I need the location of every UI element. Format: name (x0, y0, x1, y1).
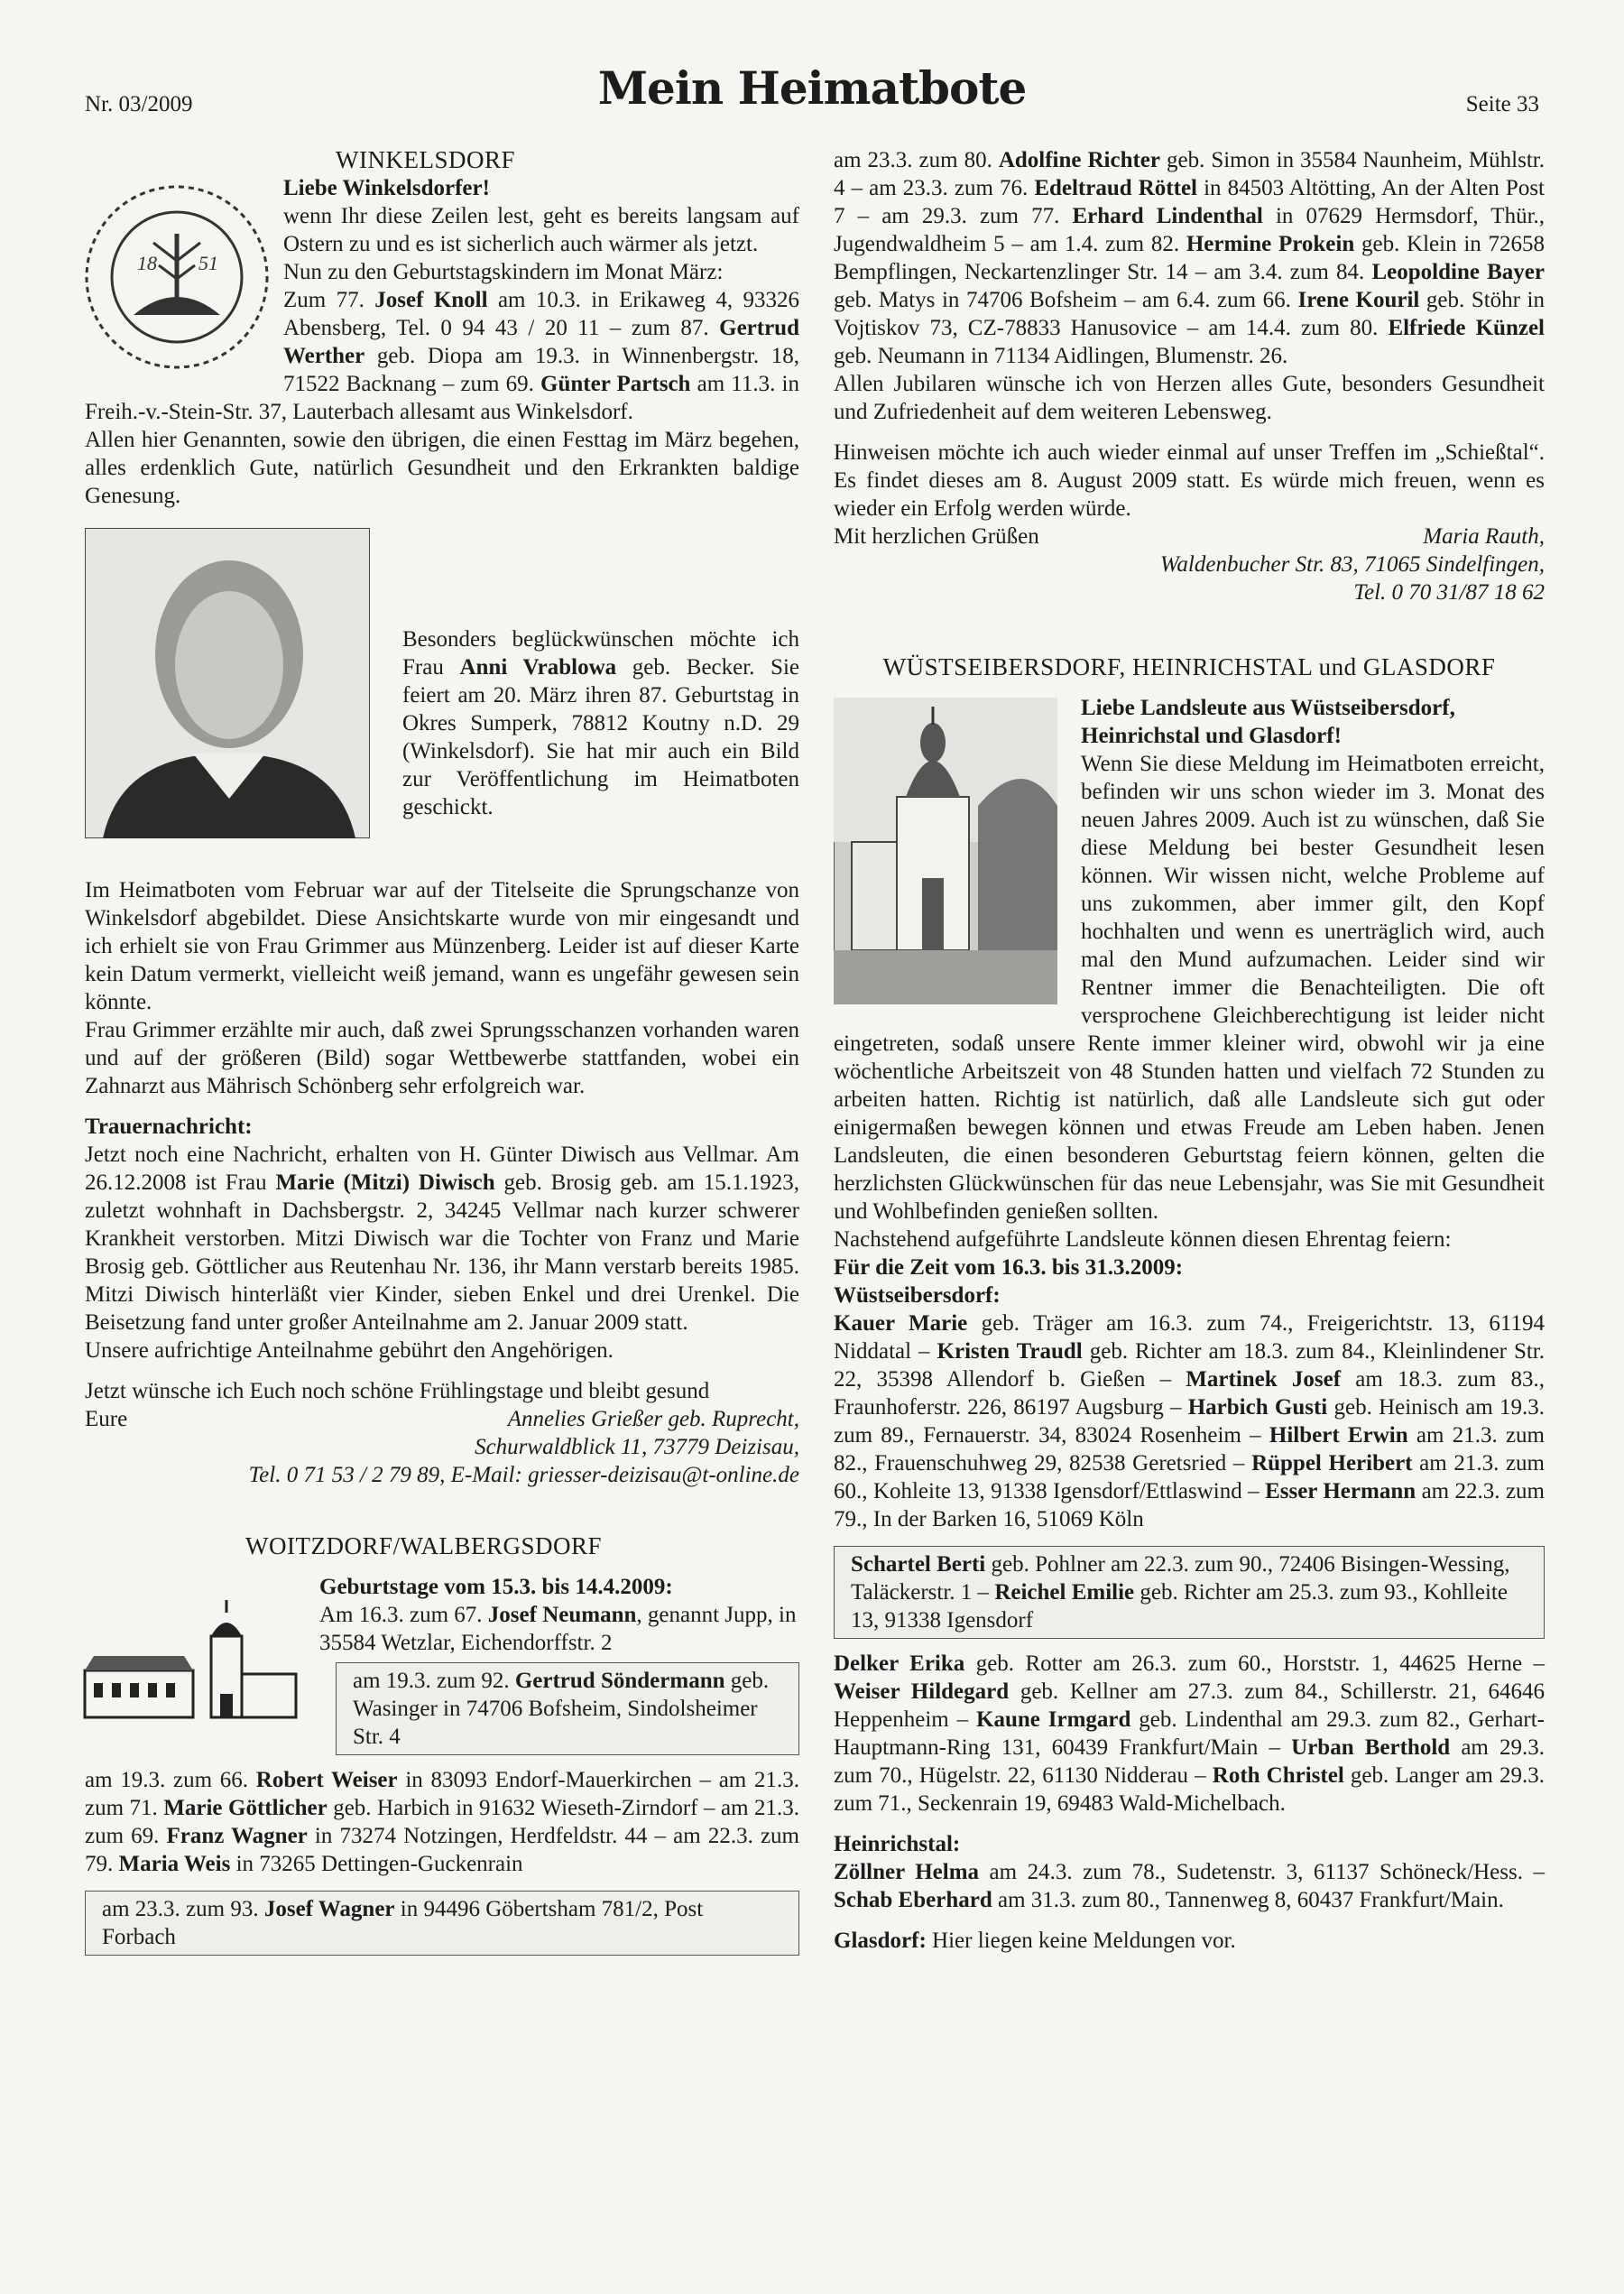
anni-vrablowa-text: Besonders beglückwünschen möchte ich Frau Anni Vrablowa geb. Becker. Sie feiert am 20. März ihren 87. Geburtstag in Okres Sumperk, 78812 Koutny n.D. 29 (Winkelsdorf). Sie hat mir auch ein Bild zur Veröffentlichung im Heimatboten geschickt. (402, 627, 800, 819)
rauth-signature-name: Maria Rauth, (1423, 524, 1545, 549)
woitzdorf-continued-birthdays: am 23.3. zum 80. Adolfine Richter geb. Simon in 35584 Naunheim, Mühlstr. 4 – am 23.3. zum 76. Edeltraud Röttel in 84503 Altötting, An der Alten Post 7 – am 29.3. zum 77. Erhard Lindenthal in 07629 Hermsdorf, Thür., Jugendwaldheim 5 – am 1.4. zum 82. Hermine Prokein geb. Klein in 72658 Bempflingen, Neckartenzlinger Str. 14 – am 3.4. zum 84. Leopoldine Bayer geb. Matys in 74706 Bofsheim – am 6.4. zum 66. Irene Kouril geb. Stöhr in Vojtiskov 73, CZ-78833 Hanusovice – am 14.4. zum 80. Elfriede Künzel geb. Neumann in 71134 Aidlingen, Blumenstr. 26. (834, 148, 1546, 368)
svg-text:51: 51 (198, 252, 218, 274)
section-title-woitzdorf: WOITZDORF/WALBERGSDORF (245, 1532, 603, 1559)
winkelsdorf-intro: wenn Ihr diese Zeilen lest, geht es bereits langsam auf Ostern zu und es ist sicherlich auch wärmer als jetzt. (283, 204, 799, 256)
church-photo (834, 698, 1057, 1004)
issue-number: Nr. 03/2009 (85, 92, 193, 116)
woitzdorf-neumann: Am 16.3. zum 67. Josef Neumann, genannt Jupp, in 35584 Wetzlar, Eichendorffstr. 2 (319, 1603, 797, 1655)
treffen-text: Hinweisen möchte ich auch wieder einmal auf unser Treffen im „Schießtal“. Es findet dieses am 8. August 2009 statt. Es würde mich freuen, wenn es wieder ein Erfolg werden würde. (834, 440, 1545, 521)
right-column (834, 146, 1545, 1955)
left-column (85, 146, 799, 1961)
wuest-box-schartel-reichel: Schartel Berti geb. Pohlner am 22.3. zum 90., 72406 Bisingen-Wessing, Taläckerstr. 1 – Reichel Emilie geb. Richter am 25.3. zum 93., Kohlleite 13, 91338 Igensdorf (834, 1546, 1545, 1639)
wuest-birthdays-c: Delker Erika geb. Rotter am 26.3. zum 60., Horststr. 1, 44625 Herne – Weiser Hildegard geb. Kellner am 27.3. zum 84., Schillerstr. 21, 64646 Heppenheim – Kaune Irmgard geb. Lindenthal am 29.3. zum 82., Gerhart-Hauptmann-Ring 131, 60439 Frankfurt/Main – Urban Berthold am 29.3. zum 70., Hügelstr. 22, 61130 Nidderau – Roth Christel geb. Langer am 29.3. zum 71., Seckenrain 19, 69483 Wald-Michelbach. (834, 1651, 1546, 1816)
trauer-title: Trauernachricht: (85, 1115, 253, 1139)
signature-name: Annelies Grießer geb. Ruprecht, (507, 1407, 799, 1431)
subheading-heinrichstal: Heinrichstal: (834, 1832, 961, 1856)
grimmer-text: Frau Grimmer erzählte mir auch, daß zwei Sprungsschanzen vorhanden waren und auf der größeren (Bild) sogar Wettbewerbe stattfanden, wobei ein Zahnarzt aus Mährisch Schönberg sehr erfolgreich war. (85, 1018, 799, 1098)
masthead-title: Mein Heimatbote (597, 61, 1027, 115)
anteilnahme-text: Unsere aufrichtige Anteilnahme gebührt den Angehörigen. (85, 1338, 614, 1363)
wuest-zeit: Für die Zeit vom 16.3. bis 31.3.2009: (834, 1255, 1184, 1280)
sprungschanze-text: Im Heimatboten vom Februar war auf der Titelseite die Sprungschanze von Winkelsdorf abgebildet. Diese Ansichtskarte wurde von mir eingesandt und ich erhielt sie von Frau Grimmer aus Münzenberg. Leider ist auf dieser Karte kein Datum vermerkt, vielleicht weiß jemand, wann es ungefähr gewesen sein könnte. (85, 878, 799, 1014)
wuest-greeting: Liebe Landsleute aus Wüstseibersdorf, Heinrichstal und Glasdorf! (1081, 696, 1455, 748)
subheading-wuestseibersdorf: Wüstseibersdorf: (834, 1283, 1001, 1308)
woitzdorf-subtitle: Geburtstage vom 15.3. bis 14.4.2009: (319, 1575, 673, 1599)
heinrichstal-birthdays: Zöllner Helma am 24.3. zum 78., Sudetenstr. 3, 61137 Schöneck/Hess. – Schab Eberhard am 31.3. zum 80., Tannenweg 8, 60437 Frankfurt/Main. (834, 1860, 1545, 1912)
winkelsdorf-birthday-intro: Nun zu den Geburtstagskindern im Monat März: (283, 260, 724, 284)
glasdorf-text: Glasdorf: Hier liegen keine Meldungen vor. (834, 1929, 1236, 1953)
eure-label: Eure (85, 1407, 128, 1431)
woitzdorf-church-icon (76, 1600, 301, 1722)
svg-text:18: 18 (137, 252, 157, 274)
page-number: Seite 33 (1465, 92, 1539, 116)
wuest-nachstehend: Nachstehend aufgeführte Landsleute können diesen Ehrentag feiern: (834, 1227, 1452, 1252)
woitzdorf-box-soendermann: am 19.3. zum 92. Gertrud Söndermann geb. Wasinger in 74706 Bofsheim, Sindolsheimer Str. 4 (336, 1662, 799, 1755)
section-title-wuestseibersdorf: WÜSTSEIBERSDORF, HEINRICHSTAL und GLASDORF (882, 653, 1496, 680)
signature-address: Schurwaldblick 11, 73779 Deizisau, (475, 1435, 799, 1459)
trauer-text: Jetzt noch eine Nachricht, erhalten von H. Günter Diwisch aus Vellmar. Am 26.12.2008 ist Frau Marie (Mitzi) Diwisch geb. Brosig geb. am 15.1.1923, zuletzt wohnhaft in Dachsbergstr. 2, 34245 Vellmar nach kurzer schwerer Krankheit verstorben. Mitzi Diwisch war die Tochter von Franz und Marie Brosig geb. Göttlicher aus Reutenhau Nr. 136, ihr Mann verstarb bereits 1985. Mitzi Diwisch hinterläßt vier Kinder, sieben Enkel und drei Urenkel. Die Beisetzung fand unter großer Anteilnahme am 2. Januar 2009 statt. (85, 1142, 799, 1335)
winkelsdorf-wishes: Allen hier Genannten, sowie den übrigen, die einen Festtag im März begehen, alles erdenklich Gute, natürlich Gesundheit und den Erkrankten baldige Genesung. (85, 428, 799, 508)
section-title-winkelsdorf: WINKELSDORF (336, 146, 515, 173)
jubilare-text: Allen Jubilaren wünsche ich von Herzen alles Gute, besonders Gesundheit und Zufriedenheit auf dem weiteren Lebensweg. (834, 372, 1545, 424)
closing-text: Jetzt wünsche ich Euch noch schöne Frühlingstage und bleibt gesund (85, 1379, 710, 1403)
winkelsdorf-birthdays: Zum 77. Josef Knoll am 10.3. in Erikaweg 4, 93326 Abensberg, Tel. 0 94 43 / 20 11 – zum 87. Gertrud Werther geb. Diopa am 19.3. in Winnenbergstr. 18, 71522 Backnang – zum 69. Günter Partsch am 11.3. in Freih.-v.-Stein-Str. 37, Lauterbach allesamt aus Winkelsdorf. (85, 288, 799, 424)
woitzdorf-birthdays: am 19.3. zum 66. Robert Weiser in 83093 Endorf-Mauerkirchen – am 21.3. zum 71. Marie Göttlicher geb. Harbich in 91632 Wieseth-Zirndorf – am 21.3. zum 69. Franz Wagner in 73274 Notzingen, Herdfeldstr. 44 – am 22.3. zum 79. Maria Weis in 73265 Dettingen-Guckenrain (85, 1768, 800, 1876)
rauth-signature-address: Waldenbucher Str. 83, 71065 Sindelfingen, (1159, 552, 1545, 577)
woitzdorf-box-wagner: am 23.3. zum 93. Josef Wagner in 94496 Göbertsham 781/2, Post Forbach (85, 1891, 799, 1956)
winkelsdorf-seal-icon (79, 180, 274, 375)
wuest-birthdays-a: Kauer Marie geb. Träger am 16.3. zum 74., Freigerichtstr. 13, 61194 Niddatal – Kristen Traudl geb. Richter am 18.3. zum 84., Kleinlindener Str. 22, 35398 Allendorf b. Gießen – Martinek Josef am 18.3. zum 83., Fraunhoferstr. 226, 86197 Augsburg – Harbich Gusti geb. Heinisch am 19.3. zum 89., Fernauerstr. 34, 83024 Rosenheim – Hilbert Erwin am 21.3. zum 82., Frauenschuhweg 29, 82538 Geretsried – Rüppel Heribert am 21.3. zum 60., Kohleite 13, 91338 Igensdorf/Ettlaswind – Esser Hermann am 22.3. zum 79., In der Barken 16, 51069 Köln (834, 1311, 1546, 1531)
rauth-signature-phone: Tel. 0 70 31/87 18 62 (1353, 580, 1545, 605)
winkelsdorf-greeting: Liebe Winkelsdorfer! (283, 176, 490, 200)
portrait-photo (85, 528, 370, 838)
gruss-label: Mit herzlichen Grüßen (834, 524, 1039, 549)
signature-contact: Tel. 0 71 53 / 2 79 89, E-Mail: griesser-deizisau@t-online.de (248, 1463, 799, 1487)
wuest-body: Wenn Sie diese Meldung im Heimatboten erreicht, befinden wir uns schon wieder im 3. Monat des neuen Jahres 2009. Auch ist zu wünschen, daß Sie diese Meldung bei bester Gesundheit lesen können. Wir wissen nicht, welche Probleme auf uns zukommen, aber immer gilt, den Kopf hochhalten und wenn es unerträglich wird, auch mal den Mund aufzumachen. Leider sind wir Rentner immer die Benachteiligten. Die oft versprochene Gleichberechtigung ist leider nicht eingetreten, sodaß unsere Rente immer kleiner wird, obwohl wir ja eine wöchentliche Arbeitszeit von 48 Stunden hatten und vielfach 72 Stunden zu arbeiten hatten. Richtig ist natürlich, daß alle Landsleute sich gut oder einigermaßen bewegen können und etwas Freude am Leben haben. Jenen Landsleuten, die einen besonderen Geburtstag feiern können, gelten die herzlichsten Glückwünschen für das neue Lebensjahr, was Sie mit Gesundheit und Wohlbefinden genießen sollten. (834, 752, 1545, 1224)
